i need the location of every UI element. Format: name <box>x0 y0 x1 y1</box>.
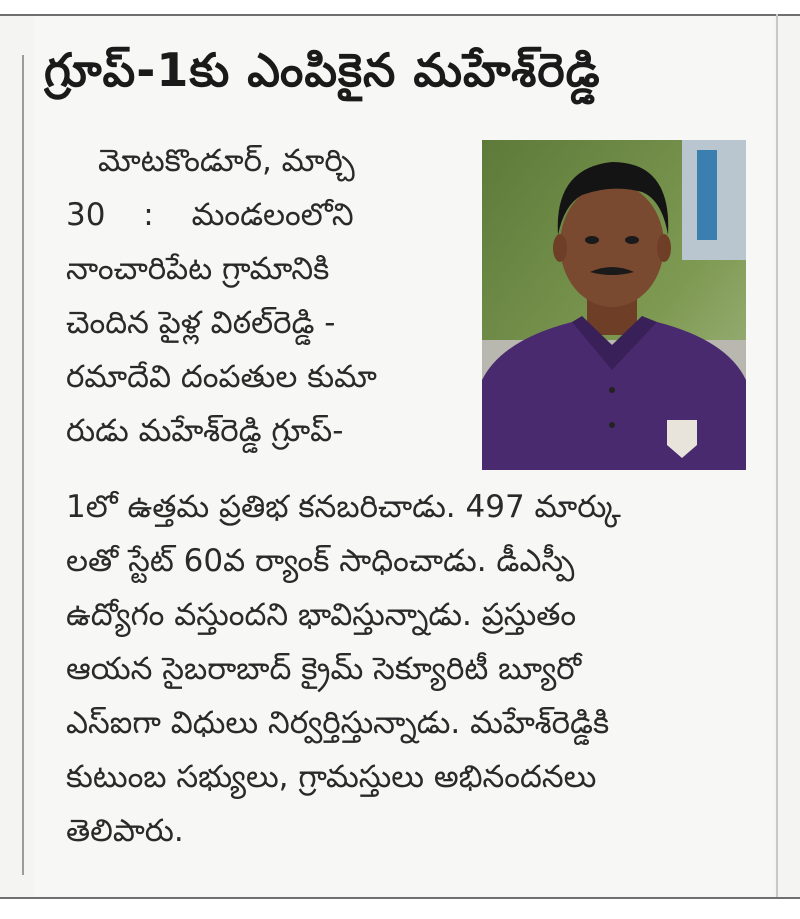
article-line: ఎస్ఐగా విధులు నిర్వర్తిస్తున్నాడు. మహేశ్‌రెడ్డికి <box>66 705 610 741</box>
article-line: రుడు మహేశ్‌రెడ్డి గ్రూప్- <box>66 413 344 449</box>
article-line: 30 : మండలంలోని <box>66 197 354 233</box>
article-line: చెందిన పైళ్ల విఠల్‌రెడ్డి - <box>66 305 336 341</box>
article-line: నాంచారిపేట గ్రామానికి <box>66 251 330 287</box>
right-border <box>776 14 778 897</box>
article-line: తెలిపారు. <box>66 813 184 849</box>
article-line: ఉద్యోగం వస్తుందని భావిస్తున్నాడు. ప్రస్తుతం <box>66 597 577 633</box>
article-line: రమాదేవి దంపతుల కుమా <box>66 359 377 395</box>
clipping-top-border <box>0 0 800 16</box>
portrait-photo <box>482 140 746 470</box>
article-line: 1లో ఉత్తమ ప్రతిభ కనబరిచాడు. 497 మార్కు <box>66 489 621 525</box>
article-line: కుటుంబ సభ్యులు, గ్రామస్తులు అభినందనలు <box>66 759 597 795</box>
article-line: మోటకొండూర్, మార్చి <box>98 143 355 179</box>
portrait-illustration <box>482 140 746 470</box>
article-headline: గ్రూప్-1కు ఎంపికైన మహేశ్‌రెడ్డి <box>44 43 601 97</box>
column-rule <box>22 55 24 875</box>
article-line: లతో స్టేట్ 60వ ర్యాంక్ సాధించాడు. డీఎస్పీ <box>66 543 575 579</box>
clipping-bottom-border <box>0 897 800 919</box>
article-line: ఆయన సైబరాబాద్ క్రైమ్ సెక్యూరిటీ బ్యూరో <box>66 651 582 687</box>
